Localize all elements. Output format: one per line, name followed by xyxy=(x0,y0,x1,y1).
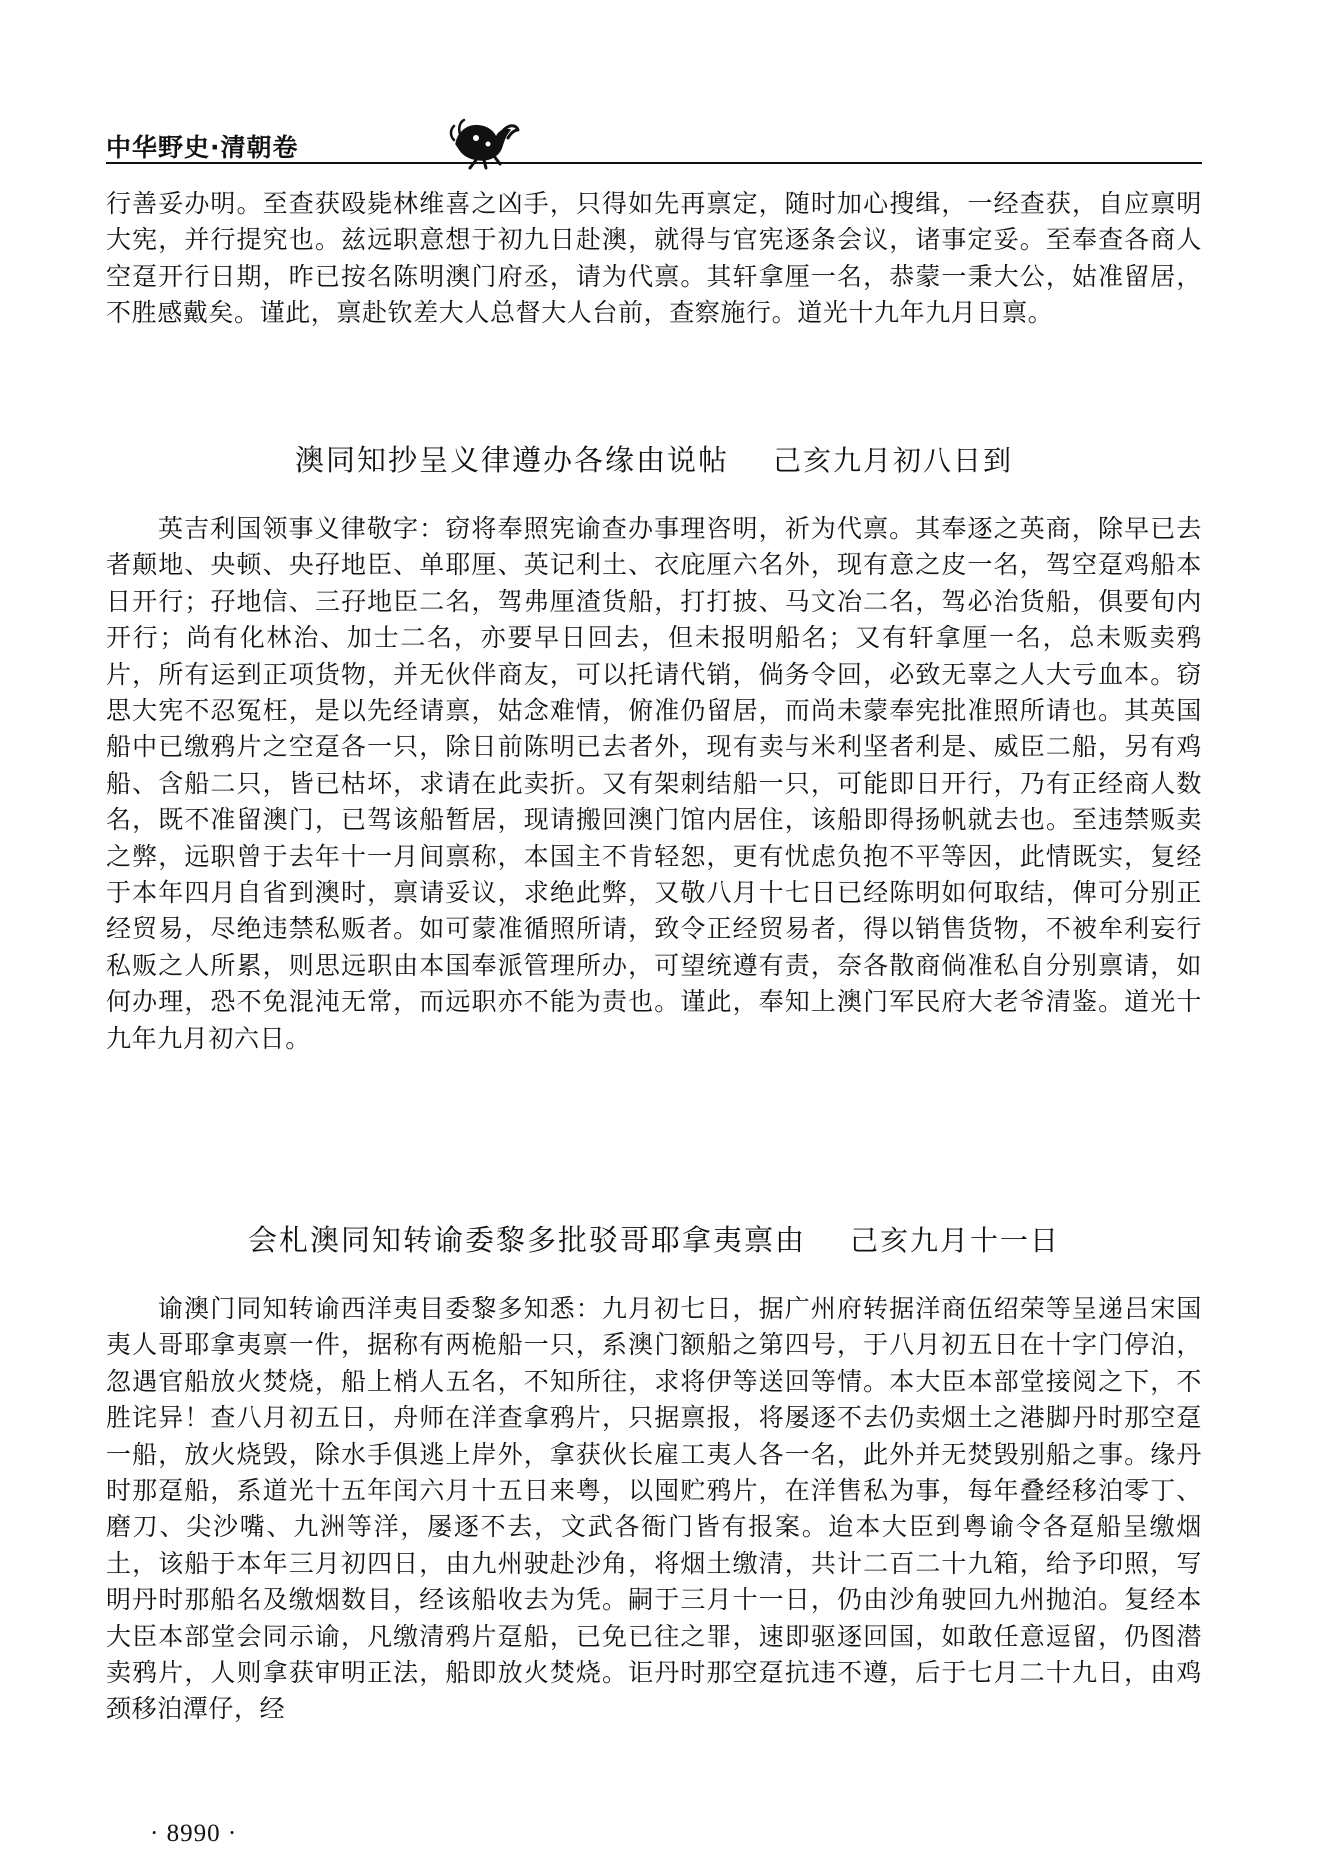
running-header xyxy=(106,120,1202,180)
continuation-text: 行善妥办明。至查获殴毙林维喜之凶手，只得如先再禀定，随时加心搜缉，一经查获，自应禀明大宪，并行提究也。兹远职意想于初九日赴澳，就得与官宪逐条会议，诸事定妥。至奉查各商人空趸开行日期，昨已按名陈明澳门府丞，请为代禀。其轩拿厘一名，恭蒙一秉大公，姑准留居，不胜感戴矣。谨此，禀赴钦差大人总督大人台前，查察施行。道光十九年九月日禀。 xyxy=(106,189,1202,328)
section-heading-1-date: 己亥九月初八日到 xyxy=(773,444,1014,477)
header-rule xyxy=(106,162,1202,164)
running-header-title: 中华野史·清朝卷 xyxy=(106,133,299,162)
section-heading-1 xyxy=(106,438,1202,479)
section-1-body-text: 英吉利国领事义律敬字：窃将奉照宪谕查办事理咨明，祈为代禀。其奉逐之英商，除早已去者颠地、央顿、央孖地臣、单耶厘、英记利土、衣庇厘六名外，现有意之皮一名，驾空趸鸡船本日开行；孖地信、三孖地臣二名，驾弗厘渣货船，打打披、马文冶二名，驾必治货船，俱要旬内开行；尚有化林治、加士二名，亦要早日回去，但未报明船名；又有轩拿厘一名，总未贩卖鸦片，所有运到正项货物，并无伙伴商友，可以托请代销，倘务令回，必致无辜之人大亏血本。窃思大宪不忍冤枉，是以先经请禀，姑念难情，俯准仍留居，而尚未蒙奉宪批准照所请也。其英国船中已缴鸦片之空趸各一只，除日前陈明已去者外，现有卖与米利坚者利是、威臣二船，另有鸡船、含船二只，皆已枯坏，求请在此卖折。又有架刺结船一只，可能即日开行，乃有正经商人数名，既不准留澳门，已驾该船暂居，现请搬回澳门馆内居住，该船即得扬帆就去也。至违禁贩卖之弊，远职曾于去年十一月间禀称，本国主不肯轻恕，更有忧虑负抱不平等因，此情既实，复经于本年四月自省到澳时，禀请妥议，求绝此弊，又敬八月十七日已经陈明如何取结，俾可分别正经贸易，尽绝违禁私贩者。如可蒙准循照所请，致令正经贸易者，得以销售货物，不被牟利妄行私贩之人所累，则思远职由本国奉派管理所办，可望统遵有责，奈各散商倘准私自分别禀请，如何办理，恐不免混沌无常，而远职亦不能为责也。谨此，奉知上澳门军民府大老爷清鉴。道光十九年九月初六日。 xyxy=(106,514,1202,1053)
section-heading-2-title: 会札澳同知转谕委黎多批驳哥耶拿夷禀由 xyxy=(247,1223,806,1257)
continuation-paragraph xyxy=(106,186,1202,332)
section-heading-2 xyxy=(106,1218,1202,1259)
section-2-body xyxy=(106,1291,1202,1728)
section-1-body xyxy=(106,511,1202,1057)
page-number: · 8990 · xyxy=(150,1820,238,1847)
section-2-body-text: 谕澳门同知转谕西洋夷目委黎多知悉：九月初七日，据广州府转据洋商伍绍荣等呈递吕宋国夷人哥耶拿夷禀一件，据称有两桅船一只，系澳门额船之第四号，于八月初五日在十字门停泊，忽遇官船放火焚烧，船上梢人五名，不知所往，求将伊等送回等情。本大臣本部堂接阅之下，不胜诧异！查八月初五日，舟师在洋查拿鸦片，只据禀报，将屡逐不去仍卖烟土之港脚丹时那空趸一船，放火烧毁，除水手俱逃上岸外，拿获伙长雇工夷人各一名，此外并无焚毁别船之事。缘丹时那趸船，系道光十五年闰六月十五日来粤，以囤贮鸦片，在洋售私为事，每年叠经移泊零丁、磨刀、尖沙嘴、九洲等洋，屡逐不去，文武各衙门皆有报案。迨本大臣到粤谕令各趸船呈缴烟土，该船于本年三月初四日，由九州驶赴沙角，将烟土缴清，共计二百二十九箱，给予印照，写明丹时那船名及缴烟数目，经该船收去为凭。嗣于三月十一日，仍由沙角驶回九州抛泊。复经本大臣本部堂会同示谕，凡缴清鸦片趸船，已免已往之罪，速即驱逐回国，如敢任意逗留，仍图潜卖鸦片，人则拿获审明正法，船即放火焚烧。讵丹时那空趸抗违不遵，后于七月二十九日，由鸡颈移泊潭仔，经 xyxy=(106,1294,1202,1724)
section-heading-2-date: 己亥九月十一日 xyxy=(850,1224,1061,1257)
section-heading-1-title: 澳同知抄呈义律遵办各缘由说帖 xyxy=(294,443,729,477)
